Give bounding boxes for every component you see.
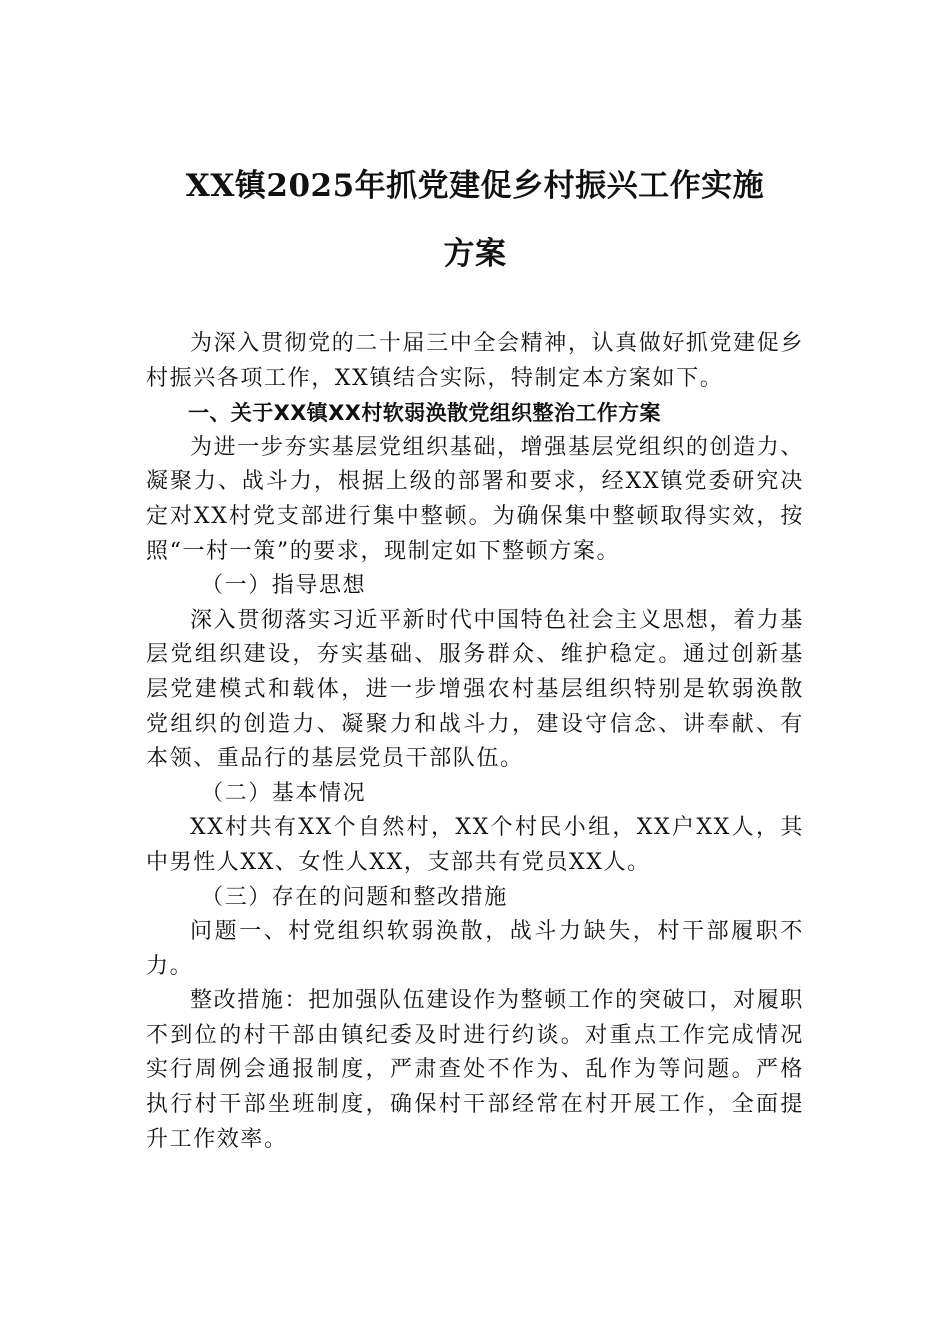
- subsection-2-paragraph: XX村共有XX个自然村，XX个村民小组，XX户XX人，其中男性人XX、女性人XX，支部共有党员XX人。: [146, 815, 804, 875]
- subsection-1-heading: （一）指导思想: [201, 573, 367, 599]
- intro-paragraph: 为深入贯彻党的二十届三中全会精神，认真做好抓党建促乡村振兴各项工作，XX镇结合实际，特制定本方案如下。: [146, 331, 804, 391]
- section-1-heading: 一、关于XX镇XX村软弱涣散党组织整治工作方案: [188, 401, 661, 426]
- subsection-2-heading: （二）基本情况: [201, 780, 367, 806]
- subsection-3-heading: （三）存在的问题和整改措施: [201, 884, 508, 910]
- subsection-1-paragraph: 深入贯彻落实习近平新时代中国特色社会主义思想，着力基层党组织建设，夯实基础、服务群众、维护稳定。通过创新基层党建模式和载体，进一步增强农村基层组织特别是软弱涣散党组织的创造力、凝聚力和战斗力，建设守信念、讲奉献、有本领、重品行的基层党员干部队伍。: [146, 607, 804, 772]
- title-line-2: 方案: [443, 236, 507, 272]
- problem-1-paragraph: 问题一、村党组织软弱涣散，战斗力缺失，村干部履职不力。: [146, 919, 804, 979]
- section-1-paragraph: 为进一步夯实基层党组织基础，增强基层党组织的创造力、凝聚力、战斗力，根据上级的部署和要求，经XX镇党委研究决定对XX村党支部进行集中整顿。为确保集中整顿取得实效，按照“一村一策”的要求，现制定如下整顿方案。: [146, 434, 804, 564]
- document-title: [146, 152, 804, 288]
- measure-1-paragraph: 整改措施：把加强队伍建设作为整顿工作的突破口，对履职不到位的村干部由镇纪委及时进行约谈。对重点工作完成情况实行周例会通报制度，严肃查处不作为、乱作为等问题。严格执行村干部坐班制度，确保村干部经常在村开展工作，全面提升工作效率。: [146, 988, 804, 1152]
- title-line-1: XX镇2025年抓党建促乡村振兴工作实施: [185, 168, 765, 204]
- document-body: [146, 327, 804, 1157]
